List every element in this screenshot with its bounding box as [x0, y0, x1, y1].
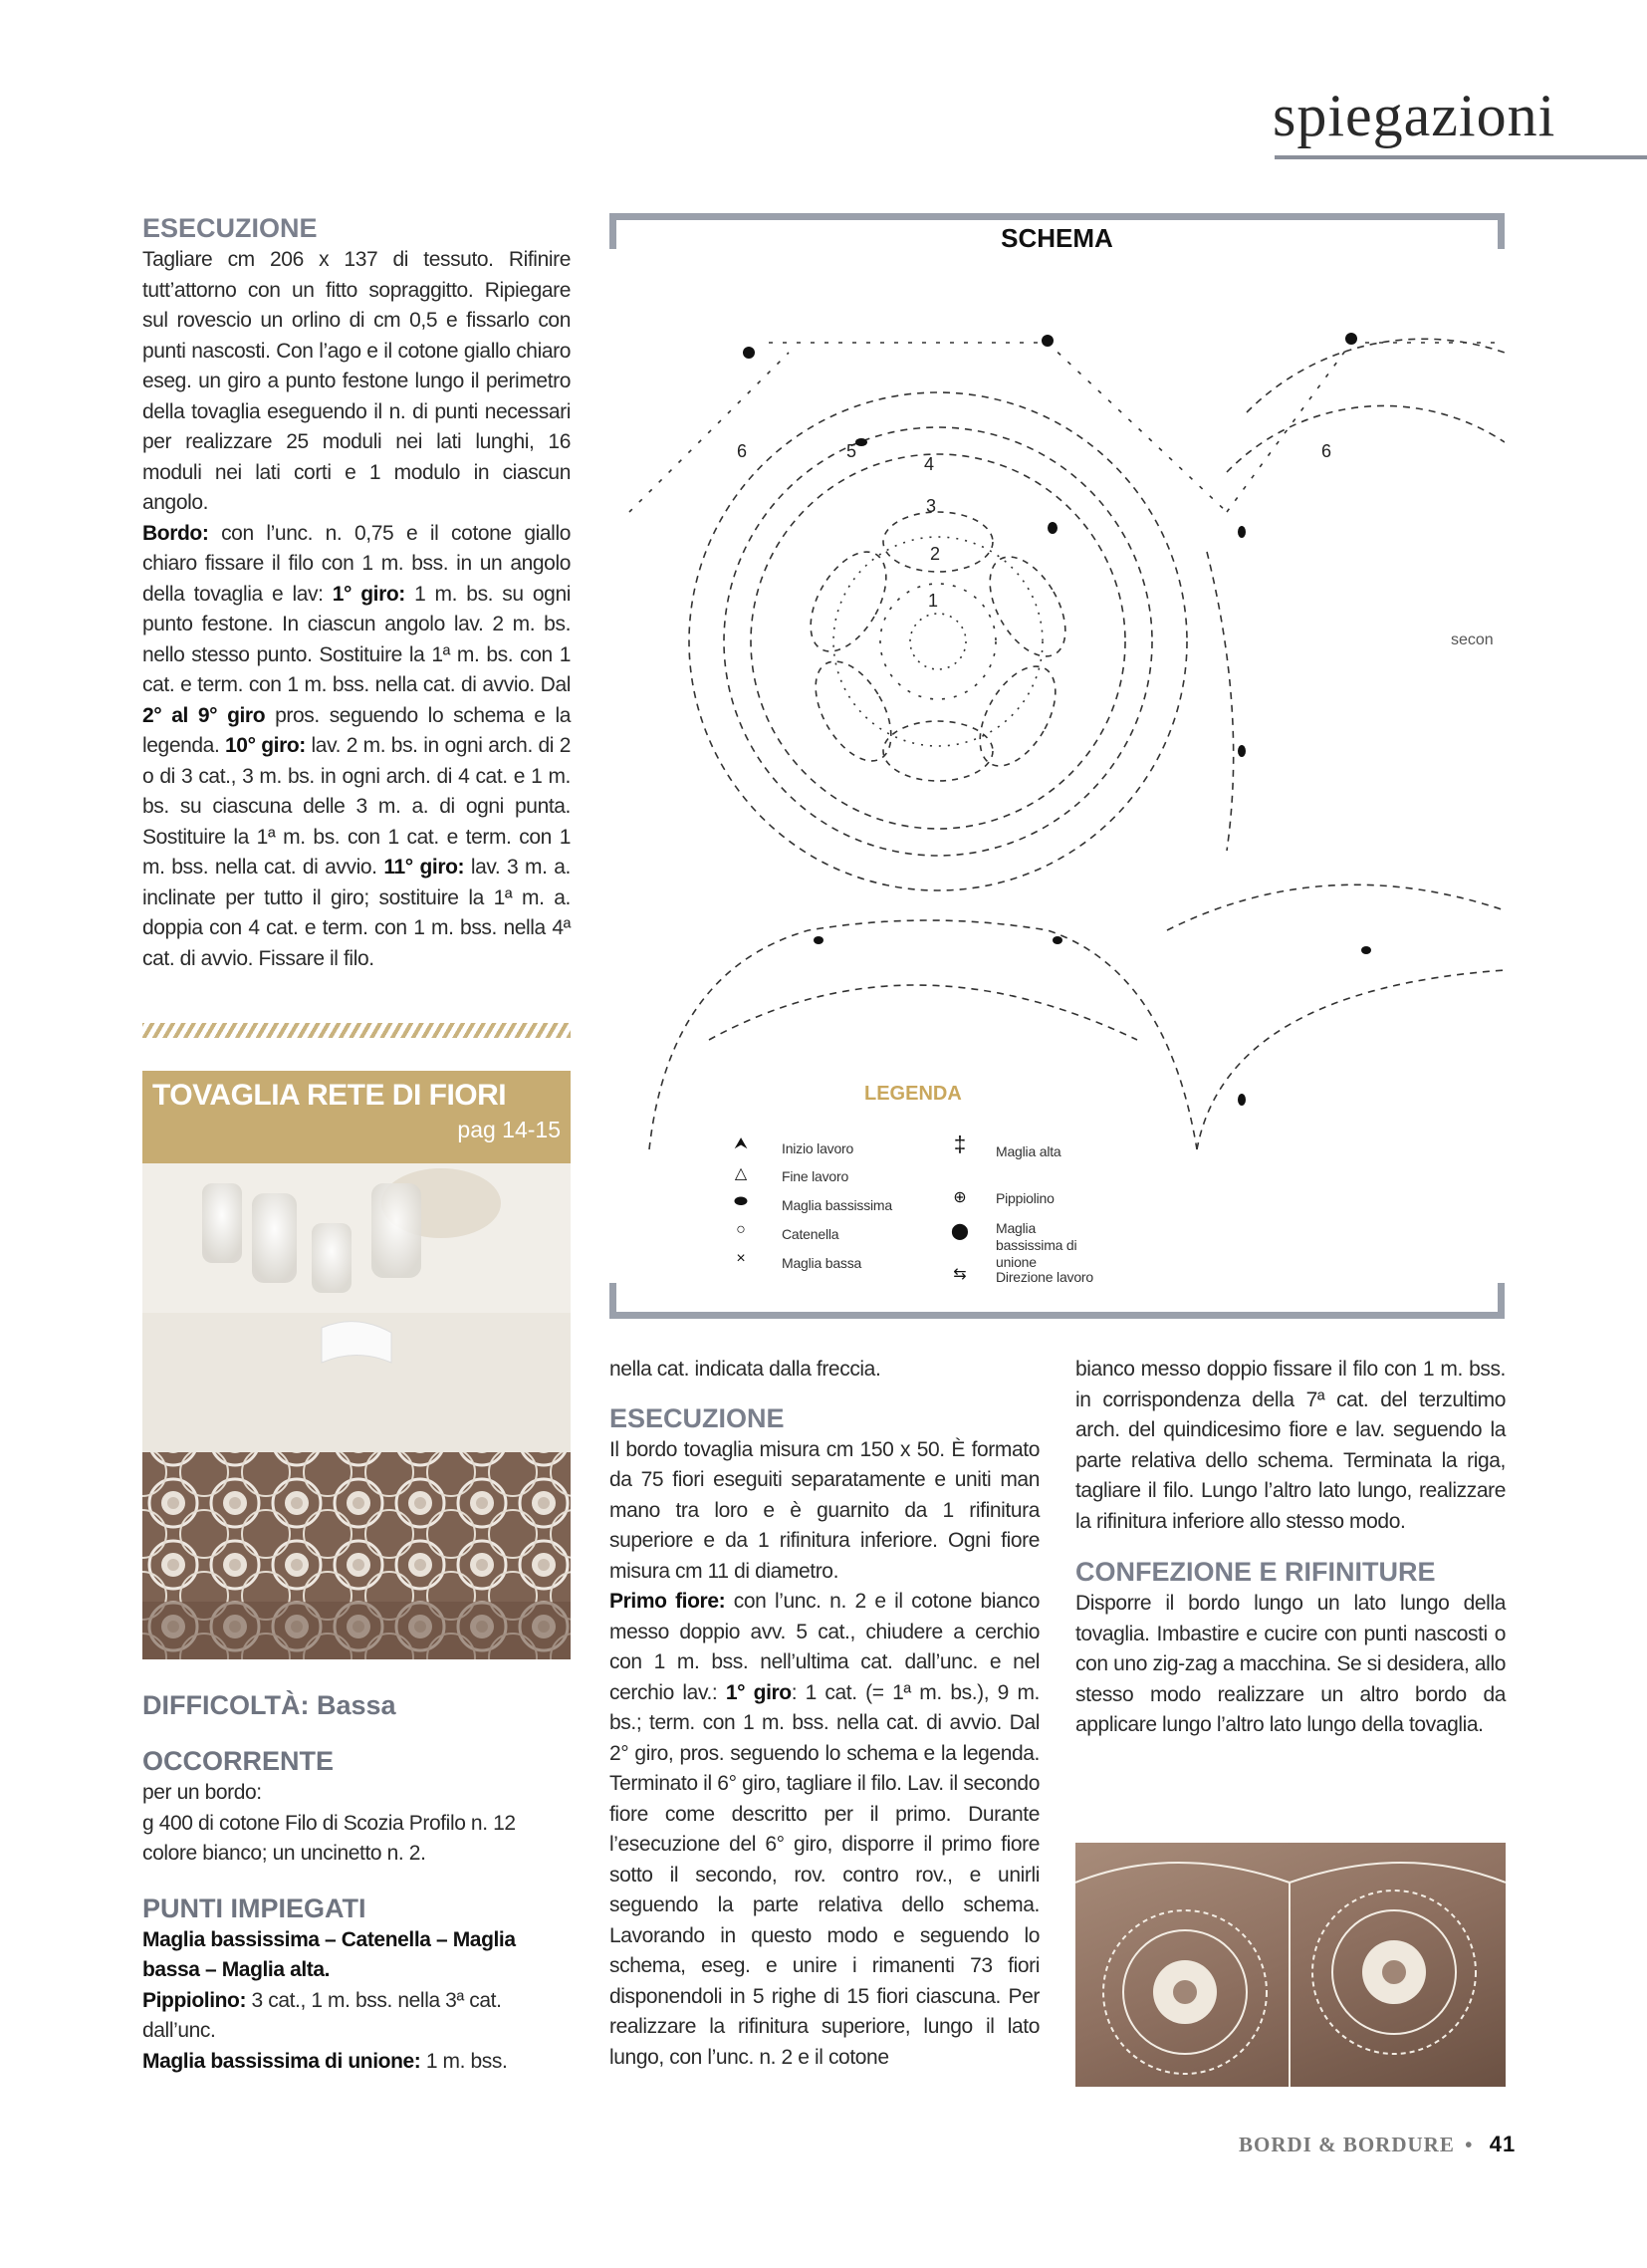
- bordo-paragraph: [142, 519, 571, 975]
- bordo-text-3: pros. seguendo lo schema e la legenda.: [142, 703, 571, 757]
- legend-item-start: Inizio lavoro: [782, 1140, 854, 1156]
- pippiolino-label: Pippiolino:: [142, 1988, 247, 2012]
- end-work-icon: △: [734, 1165, 748, 1182]
- giro10-label: 10° giro:: [225, 734, 306, 757]
- occorrente-body: per un bordo: g 400 di cotone Filo di Scozia Profilo n. 12 colore bianco; un uncinetto n. 2.: [142, 1781, 516, 1865]
- legend-item-end: Fine lavoro: [782, 1168, 849, 1184]
- middle-esecuzione-body: Il bordo tovaglia misura cm 150 x 50. È formato da 75 fiori eseguiti separatamente e uniti man mano tra loro e è guarnito da 1 rifinitura superiore e da 1 rifinitura inferiore. Ogni fiore misura cm 11 di diametro.: [609, 1437, 1040, 1583]
- unione-label: Maglia bassissima di unione:: [142, 2049, 421, 2073]
- giro11-label: 11° giro:: [383, 856, 465, 879]
- giro2-label: 2° al 9° giro: [142, 703, 266, 727]
- bordo-text-5: lav. 3 m. a. inclinate per tutto il giro; sostituire la 1ª m. a. doppia con 4 cat. e term. con 1 m. bss. nella 4ª cat. di avvio. Fissare il filo.: [142, 856, 571, 970]
- lace-detail-photo: [1075, 1843, 1506, 2087]
- magazine-name: BORDI & BORDURE: [1239, 2133, 1455, 2156]
- confezione-heading: CONFEZIONE E RIFINITURE: [1075, 1557, 1436, 1587]
- page-footer: [1239, 2132, 1516, 2157]
- punti-heading: PUNTI IMPIEGATI: [142, 1892, 366, 1923]
- legend-item-picot: Pippiolino: [996, 1190, 1055, 1206]
- bordo-label: Bordo:: [142, 521, 209, 545]
- pippiolino-text: 3 cat., 1 m. bss. nella 3ª cat. dall’unc.: [142, 1988, 502, 2042]
- left-bottom-text: [142, 1688, 571, 2077]
- chain-icon: ○: [736, 1221, 746, 1238]
- page-number: 41: [1489, 2132, 1517, 2156]
- join-slip-icon: ⬤: [951, 1223, 969, 1240]
- primo-fiore-text-2: : 1 cat. (= 1ª m. bs.), 9 m. bs.; term. con 1 m. bss. nella cat. di avvio. Dal 2° giro, pros. seguendo lo schema e la legenda. Terminato il 6° giro, tagliare il filo. Lav. il secondo fiore come descritto per il primo. Durante l’esecuzione del 6° giro, disporre il primo fiore sotto il secondo, rov. contro rov., e unirli seguendo la parte relativa dello schema. Lavorando in questo modo e seguendo lo schema, eseg. e unire i rimanenti 73 fiori disponendoli in 5 righe di 15 fiori ciascuna. Per realizzare la rifinitura superiore, lungo il lato lungo, con l’unc. n. 2 e il cotone: [609, 1680, 1040, 2069]
- left-column-text: [142, 211, 571, 974]
- legend-item-direction: Direzione lavoro: [996, 1269, 1093, 1285]
- tablecloth-photo: [142, 1163, 571, 1659]
- right-column-text: [1075, 1355, 1506, 1741]
- picot-icon: ⊕: [953, 1189, 967, 1206]
- bordo-text-2: 1 m. bs. su ogni punto festone. In ciascun angolo lav. 2 m. bs. nello stesso punto. Sostituire la 1ª m. bs. con 1 cat. e term. con 1 m. bss. nella cat. di avvio. Dal: [142, 582, 571, 696]
- round-number-1: 1: [928, 591, 939, 611]
- footer-separator: •: [1465, 2133, 1474, 2156]
- punti-list-text: Maglia bassissima – Catenella – Maglia bassa – Maglia alta.: [142, 1927, 516, 1981]
- legend-item-treble: Maglia alta: [996, 1143, 1061, 1159]
- confezione-body: Disporre il bordo lungo un lato lungo della tovaglia. Imbastire e cucire con punti nascosti o con uno zig-zag a macchina. Se si desidera, allo stesso modo realizzare un altro bordo da applicare lungo l’altro lato lungo della tovaglia.: [1075, 1592, 1506, 1736]
- unione-text: 1 m. bss.: [420, 2049, 508, 2073]
- slip-stitch-icon: ⬬: [734, 1193, 748, 1210]
- unione-paragraph: [142, 2047, 571, 2078]
- esecuzione-heading: ESECUZIONE: [142, 213, 318, 243]
- single-crochet-icon: ×: [736, 1250, 746, 1267]
- round-number-6b: 6: [1321, 441, 1332, 461]
- round-number-2: 2: [930, 544, 941, 564]
- bordo-text-1: con l’unc. n. 0,75 e il cotone giallo chiaro fissare il filo con 1 m. bss. in un angolo della tovaglia e lav:: [142, 521, 571, 606]
- direction-icon: ⇆: [953, 1266, 967, 1283]
- primo-giro-label: 1° giro: [725, 1680, 792, 1704]
- round-number-4: 4: [924, 454, 935, 474]
- legend-item-single: Maglia bassa: [782, 1255, 862, 1271]
- punti-list: [142, 1925, 571, 1986]
- round-number-5: 5: [846, 441, 857, 461]
- start-work-icon: ⮝: [734, 1135, 748, 1152]
- decorative-hatch-divider: [142, 1023, 571, 1038]
- product-pages: pag 14-15: [457, 1117, 561, 1142]
- product-title: TOVAGLIA RETE DI FIORI: [152, 1079, 507, 1112]
- esecuzione-body: Tagliare cm 206 x 137 di tessuto. Rifinire tutt’attorno con un fitto sopraggitto. Ripiegare sul rovescio un orlino di cm 0,5 e fissarlo con punti nascosti. Con l’ago e il cotone giallo chiaro eseg. un giro a punto festone lungo il perimetro della tovaglia eseguendo il n. di punti necessari per realizzare 25 moduli nei lati lunghi, 16 moduli nei lati corti e 1 modulo in ciascun angolo.: [142, 248, 571, 514]
- primo-fiore-paragraph: [609, 1587, 1040, 2073]
- bordo-text-4: lav. 2 m. bs. in ogni arch. di 2 o di 3 cat., 3 m. bs. in ogni arch. di 4 cat. e 1 m. bs. su ciascuna delle 3 m. a. di ogni punta. Sostituire la 1ª m. bs. con 1 cat. e term. con 1 m. bss. nella cat. di avvio.: [142, 734, 571, 879]
- legend-item-join: Maglia bassissima di unione: [996, 1220, 1077, 1270]
- primo-fiore-text-1: con l’unc. n. 2 e il cotone bianco messo doppio avv. 5 cat., chiudere a cerchio con 1 m. bss. nell’ultima cat. dall’unc. e nel cerchio lav.:: [609, 1590, 1040, 1704]
- lace-detail-drawing: [1075, 1843, 1506, 2087]
- occorrente-heading: OCCORRENTE: [142, 1746, 335, 1776]
- difficolta-heading: DIFFICOLTÀ: Bassa: [142, 1690, 396, 1720]
- primo-fiore-label: Primo fiore:: [609, 1590, 726, 1613]
- schema-title: SCHEMA: [1001, 223, 1113, 253]
- product-title-box: [142, 1071, 571, 1163]
- legend-title: LEGENDA: [864, 1083, 962, 1105]
- legend-item-chain: Catenella: [782, 1226, 839, 1242]
- tablecloth-photo-drawing: [142, 1163, 571, 1659]
- schema-second-label: secon: [1451, 631, 1494, 648]
- treble-icon: ‡: [953, 1132, 967, 1156]
- middle-column-text: [609, 1355, 1040, 2073]
- round-number-3: 3: [926, 496, 937, 516]
- middle-intro: nella cat. indicata dalla freccia.: [609, 1358, 881, 1381]
- right-body: bianco messo doppio fissare il filo con 1 m. bss. in corrispondenza della 7ª cat. del terzultimo arch. del quindicesimo fiore e lav. seguendo la parte relativa dello schema. Terminata la riga, tagliare il filo. Lungo l’altro lato lungo, realizzare la rifinitura inferiore allo stesso modo.: [1075, 1358, 1506, 1533]
- pippiolino-paragraph: [142, 1986, 571, 2047]
- round-number-6: 6: [737, 441, 748, 461]
- section-title: spiegazioni: [1273, 83, 1556, 148]
- middle-esecuzione-heading: ESECUZIONE: [609, 1402, 785, 1433]
- legend-item-slip: Maglia bassissima: [782, 1197, 892, 1213]
- section-rule: [1275, 155, 1647, 159]
- giro1-label: 1° giro:: [332, 582, 405, 606]
